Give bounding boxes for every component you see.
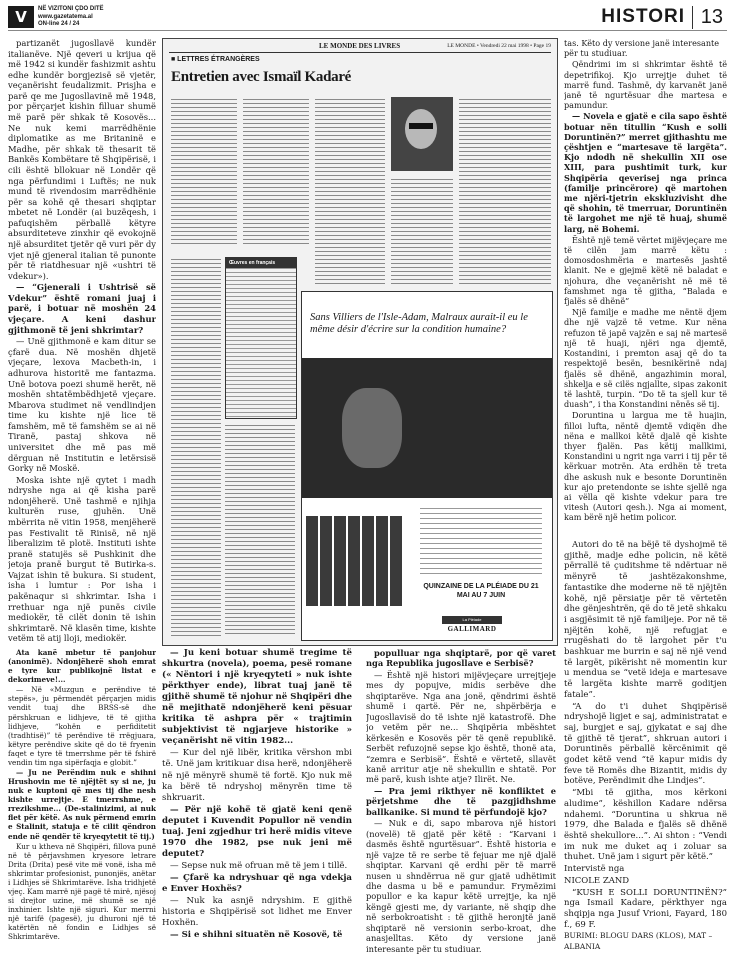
paragraph: Ata kanë mbetur të panjohur (anonimë). Ndonjëherë shoh emrat e tyre kur publikojnë listat e dekorimeve!...: [8, 648, 156, 685]
paragraph: tas. Këto dy versione janë interesante për tu studiuar.: [564, 38, 720, 59]
ad-text-block: [420, 506, 542, 600]
clipping-text-col-7: [225, 423, 295, 637]
publication-name: NË VIZITONI ÇDO DITË: [38, 6, 104, 12]
paragraph: Kur u ktheva në Shqipëri, fillova punë në të përjavshmen kryesore letrare Drita (Drita) pesë vite më vonë, isha më shkrimtar profesionist, punonjës, anëtar i Lidhjes së Shkrimtarëve. Isha tridhjetë vjeç. Kam marrë një pagë të mirë, njësoj si drejtor uzine, më shumë se një inxhinier. Ishte një siguri. Kur merrni një tarifë (pagesë), ju dhuroni një të katërtën në fondin e Lidhjes së Shkrimtarëve.: [8, 841, 156, 942]
paragraph: — Në «Muzgun e perëndive të stepës», ju përmendët përçarjen midis vendit tuaj dhe BRSS-së dhe përshkruan e lidhjeve, të të gjitha lidhjeve, “kohën e perfiditetit (tradhtisë)” të perëndive të rrëgjuara, këtyre perëndive skite që do të fryenin faqet e tyre të tmerrshme për të fshirë vendin tim nga sipërfaqja e globit.”: [8, 685, 156, 767]
pleiade-books-image: [306, 512, 416, 606]
clipping-bibliography-box: [225, 257, 297, 419]
paragraph: — Nuk ka asnjë ndryshim. E gjithë historia e Shqipërisë sot lidhet me Enver Hoxhën.: [162, 896, 352, 929]
column-1-top: [8, 38, 156, 645]
clipping-masthead: [169, 42, 551, 53]
bibliography-heading: Œuvres en français: [226, 258, 296, 268]
paragraph: “Mbi të gjitha, mos kërkoni aludime”, këshillon Kadare ndërsa ndahemi. “Doruntina u shkrua në 1979, dhe Balada e fjalës së dhënë është shekullore...”. Ai shton : “Vendi im nuk me duket aq i zoluar sa thuhet. Unë jam i sigurt për këtë.”: [564, 788, 727, 863]
clipping-text-col-6: [171, 257, 221, 637]
paragraph: — Është një histori mijëvjeçare urrejtjeje mes dy popujve, midis serbëve dhe shqiptarëve. Nga ana jonë, qëndrimi është shumë i qartë. Për ne, shpërbërja e Jugosllavisë do të ishte një katastrofë. Dhe jo vetëm për ne... Shqipëria mbështet kërkesën e Kosovës për të qenë republikë. Serbët refuzojnë sepse kjo është, thonë ata, “zemra e Serbisë”. Është e vërtetë, sllavët kanë arritur atje në shekullin e shtatë. Por më parë, kush ishte atje? Ilirët. Ne.: [366, 669, 556, 785]
page-number: 13: [692, 6, 723, 29]
gallimard-logo: [442, 616, 502, 633]
paragraph: — Ju keni botuar shumë tregime të shkurtra (novela), poema, pesë romane (« Nëntori i një kryeqyteti » nuk ishte përkthyer ende), librat tuaj janë të gjithë shumë të njohur në Shqipëri dhe në mejithatë ndonjëherë keni pësuar kritika të ashpra për « trajtimin subjektivist të ngjarjeve historike » veçanërisht në vitin 1982...: [162, 648, 352, 747]
paragraph: NICOLE ZAND: [564, 875, 630, 886]
masthead-date: LE MONDE • Vendredi 22 mai 1998 • Page 19: [447, 43, 551, 49]
column-1-bottom: [8, 648, 156, 943]
clipping-text-col-1: [171, 97, 237, 247]
paragraph: Qëndrimi im si shkrimtar është të depetrifikoj. Kjo urrejtje duhet të marrë fund. Tashmë, dy karvanët janë janë të ngurtësuar dhe martesa e pamundur.: [564, 59, 727, 111]
column-4-bottom: [564, 540, 727, 954]
paragraph: — “Gjenerali i Ushtrisë së Vdekur” është romani juaj i parë, i botuar në moshën 24 vjeçare. A keni dashur gjithmonë të jeni shkrimtar?: [8, 282, 156, 335]
paragraph: — Unë gjithmonë e kam ditur se çfarë dua. Në moshën dhjetë vjeçare, lexova Macbeth-in, i adhurova historitë me fantazma. Unë botova poezi shumë herët, në moshën shtatëmbëdhjetë vjeçare. Mbarova studimet në vendlindjen time ku kishte një lice të famshëm, më të famshëm se ai në Tiranë, pastaj shkova në universitet dhe më pas më dërguan në Institutin e letërsisë Gorky në Moskë.: [8, 336, 156, 474]
pleiade-advertisement: [301, 291, 553, 641]
paragraph: Moska ishte një qytet i madh ndryshe nga ai që kisha parë ndonjëherë. Unë tashmë e njihja kulturën ruse, gjuhën. Unë mbërrita në vitin 1958, menjëherë pas Festivalit të Rinisë, në një liberalizim të plotë. Instituti ishte pranë statujës së Pushkinit dhe jetoja pranë burgut të Butirka-s. Vajzat ishin të bukura. Si student, isha i lumtur : Por isha i pakënaqur si shkrimtar. Isha i rrethuar nga një punës civile mediokër, të cilët donin të ishin shkrimtarë. Në klasën time, kishte vetëm të atij lloji, mediokër.: [8, 474, 156, 644]
clipping-text-col-2: [243, 97, 309, 247]
paragraph: — Kur del një libër, kritika vërshon mbi të. Unë jam kritikuar disa herë, ndonjëherë në një mënyrë shumë të fortë. Kjo nuk më ka bërë të ndryshoj mënyrën time të shkruarit.: [162, 748, 352, 803]
ad-event: QUINZAINE DE LA PLÉIADE DU 21 MAI AU 7 JUIN: [423, 583, 539, 599]
publication-website[interactable]: www.gazetatema.al: [38, 13, 93, 20]
clipping-text-col-5: [391, 177, 453, 287]
paragraph: — Për një kohë të gjatë keni qenë deputet i Kuvendit Popullor në vendin tuaj. Jeni zgjedhur tri herë midis viteve 1970 dhe 1982, pse nuk jeni më deputet?: [162, 804, 352, 859]
paragraph: — Novela e gjatë e cila sapo është botuar nën titullin “Kush e solli Doruntinën?” merret gjithashtu me çështjen e “martesave të largëta”. Kjo ndodh në shekullin XII ose XIII, para pushtimit turk, kur Shqipëria qeverisej nga princa (familje princërore) që martohen me njëri-tjetrin ekskluzivisht dhe që shohin, të tmerruar, Doruntinën të largohet me një të huaj, shumë larg, në Bohemi.: [564, 111, 727, 234]
paragraph: — Nuk e di, sapo mbarova një histori (novelë) të gjatë për këtë : “Karvani i dasmës është ngurtësuar”. Është historia e një vajze të re serbe të fejuar me një djalë shqiptar. Karvani që erdhi për të marrë nusen u shndërrua në gur gjatë udhëtimit dhe dasma u bë e pamundur. Frymëzimi popullor e ka kapur këtë urrejtje, ka një këngë gjesti me, dy variante, në shqip dhe në serbokroatisht : të gjithë heronjtë janë shqiptarë në versionin serbo-kroat, dhe anasjelltas. Këto dy versione janë interesante për tu studiuar.: [366, 818, 556, 954]
paragraph: populluar nga shqiptarë, por që varet nga Republika jugosllave e Serbisë?: [366, 648, 556, 669]
ad-portrait-photo: [302, 358, 552, 498]
paragraph: — Sepse nuk më ofruan më të jem i tillë.: [170, 860, 348, 871]
paragraph: Është një temë vërtet mijëvjeçare me të cilën jam marrë këtu : domosdoshmëria e martesës jashtë klanit. Ne e gjejmë këtë në baladat e njohura, dhe veçanërisht në më të famshmet nga të gjitha, “Balada e fjalës së dhënë”: [564, 234, 727, 307]
clipping-text-col-4: [459, 97, 551, 287]
paragraph: “KUSH E SOLLI DORUNTINËN?” nga Ismail Kadare, përkthyer nga shqipja nga Jusuf Vrioni, Fayard, 180 f., 69 F.: [564, 887, 727, 930]
paragraph: Një familje e madhe me nëntë djem dhe një vajzë të vetme. Kur nëna refuzon të japë vajzën e saj në martesë një të huaji, njëri nga djemtë, Kostandini, i premton asaj që do ta respektojë besën, besnikërinë ndaj fjalës së dhënë, angazhimin moral, shkelja e së cilës ngjallte, sipas zakonit të lashtë, turpin. “Do të ta sjell kur të duash”, i tha Konstandini nënës së tij.: [564, 307, 727, 410]
column-3: [366, 648, 556, 955]
paragraph: Autori do të na bëjë të dyshojmë të gjithë, madje edhe policin, në këtë përrallë të çuditshme të ndërtuar në mënyrë të jashtëzakonshme, fantastike dhe moderne në të njëjtën kohë, një përsiatje për të vërtetën dhe gënjeshtrën, që do të jetë shkaku i asgjësimit të një familjeje. Por në të njëjtën kohë, një refugjat e rrugëshati do të largohet për t'u bashkuar me burrin e saj në një vend të largët, pikërisht në momentin kur u mendua se “vetë ideja e martesave të largëta kishte marrë goditjen fatale”.: [564, 540, 727, 700]
page-header: [8, 6, 727, 31]
clipping-title: Entretien avec Ismaïl Kadaré: [171, 69, 352, 85]
online-label: ON-line 24 / 24: [38, 21, 80, 27]
le-monde-clipping: [162, 38, 558, 646]
publication-logo: V: [8, 6, 34, 28]
clipping-rubric: ■ LETTRES ÉTRANGÈRES: [171, 56, 260, 63]
clipping-text-col-3: [315, 97, 385, 287]
kadare-portrait: [391, 97, 453, 171]
paragraph: BURIMI: BLOGU DARS (KLOS), MAT – ALBANIA: [564, 931, 713, 952]
paragraph: Doruntina u largua me të huajin, filloi lufta, nëntë djemtë vdiqën dhe nëna e mallkoi këtë djalë që kishte thyer fjalën. Pas këtij mallkimi, Konstandini u ngrit nga varri i tij për të kërkuar motrën. Ata erdhën të treta dhe askush nuk e besonte Doruntinën kur ajo pretendonte se ishte sjellë nga ai vëlla që kishte vdekur para tre vitesh (Autori qesh.). Nga ai moment, kam bërë një hetim policor.: [564, 410, 727, 523]
masthead-title: LE MONDE DES LIVRES: [319, 42, 401, 50]
pleiade-imprint: La Pléiade: [442, 616, 502, 624]
paragraph: — Ju ne Perëndim nuk e shihni Hrushovin me të njëjtët sy si ne, ju nuk e kuptoni që mes tij dhe nesh kishte urrejtje. E tmerrshme, e rrezikshme... (De-stalinizimi, ai nuk flet për këtë. As nuk përmend emrin e Stalinit, statuja e të cilit qëndron ende në qendër të kryeqytetit të tij.): [8, 768, 156, 841]
paragraph: partizanët jugosllavë kundër italianëve. Një qeveri u krijua që më 1942 si kundër fashizmit ashtu edhe kundër borgjezisë së vjetër, veçanërisht feudalizmit. Prisjha e parë qe me Jugosllavinë më 1948, por përçarjet kishin filluar shumë më parë për shkak të Kosovës... Ne nuk kemi marrëdhënie diplomatike as me Britaninë e Madhe, për shkak të thesarit të Bankës Kombëtare të Shqipërisë, i cili është bllokuar në Londër që nga përfundimi i Luftës; ne nuk mund të rivendosim marrëdhënie për sa kohë që thesari shqiptar mbetet në Londër (ai buzëqesh, i pafuqishëm përballë këtyre absurditeteve zinxhir që evokojnë një absurditet tjetër që vuri për dy vjet një gjeneral italian të punonte për të riatdhesuar një «ushtri të vdekur»).: [8, 38, 156, 281]
publication-info: [38, 6, 104, 29]
column-2: [162, 648, 352, 942]
ad-quote: Sans Villiers de l'Isle-Adam, Malraux aurait-il eu le même désir d'écrire sur la condition humaine?: [310, 312, 528, 335]
paragraph: — Pra jemi rikthyer në konfliktet e përjetshme dhe të pazgjidhshme ballkanike. Si mund të përfundojë kjo?: [366, 785, 556, 817]
section-title: HISTORI: [601, 6, 685, 27]
publisher-name: GALLIMARD: [447, 625, 497, 633]
paragraph: — Si e shihni situatën në Kosovë, të: [170, 930, 343, 941]
paragraph: Intervistë nga: [564, 864, 625, 875]
paragraph: — Çfarë ka ndryshuar që nga vdekja e Enver Hoxhës?: [162, 872, 352, 894]
paragraph: “A do t'i duhet Shqipërisë ndryshojë ligjet e saj, administratat e saj, burgjet e saj, gjykatat e saj dhe të gjithë të tjerat”, shkruan autori i Doruntinës përballë kërcënimit që godet këtë vend “të kapur midis dy feve të Romës dhe Bizantit, midis dy botëve, Perëndimit dhe Lindjes”.: [564, 701, 727, 787]
column-4-top: [564, 38, 727, 524]
